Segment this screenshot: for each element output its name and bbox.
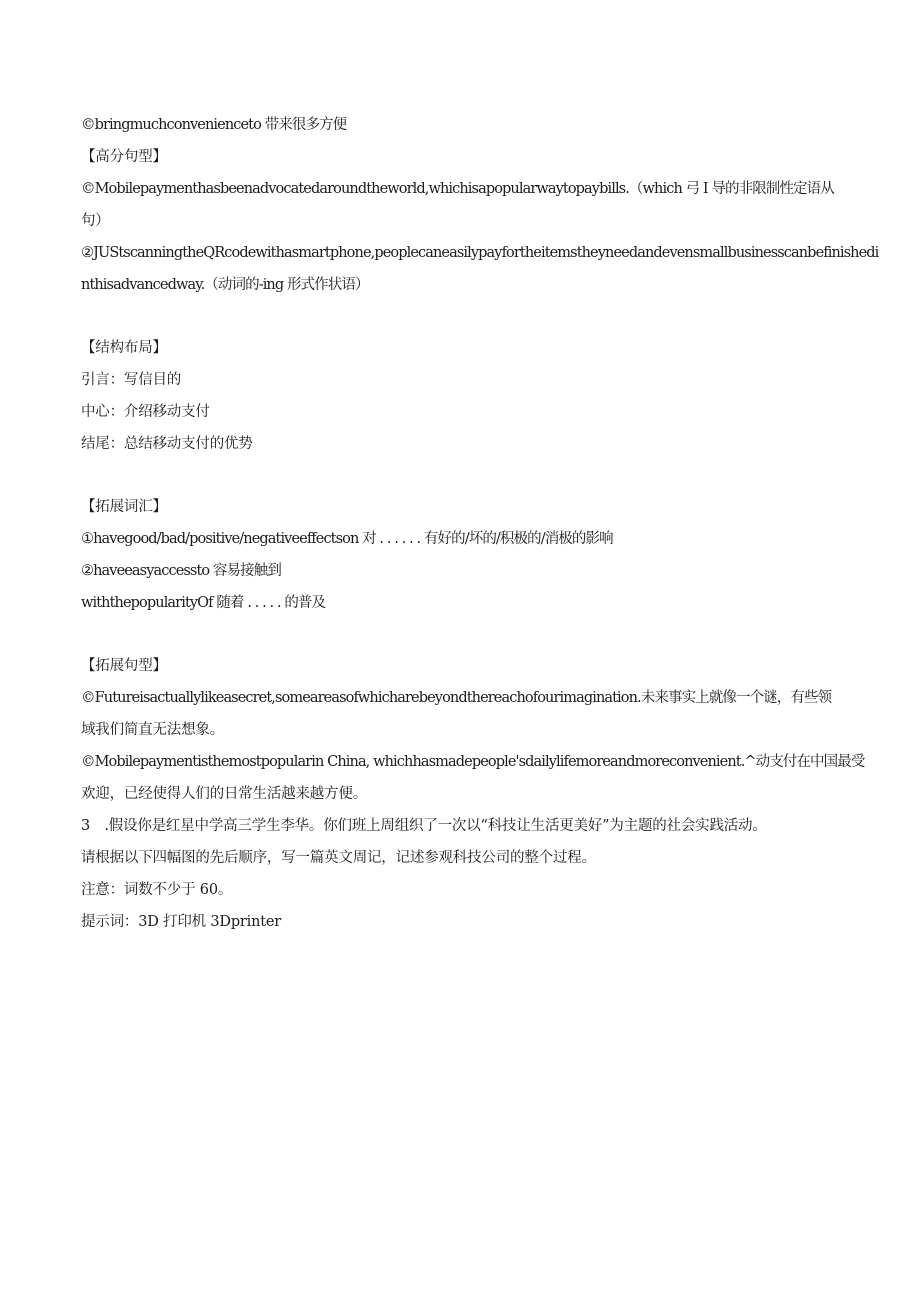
vocab-easy-access: ②haveeasyaccessto 容易接触到 <box>81 563 281 579</box>
task-3-note: 注意：词数不少于 60。 <box>81 882 233 898</box>
task-3-instruction: 请根据以下四幅图的先后顺序，写一篇英文周记，记述参观科技公司的整个过程。 <box>81 850 596 866</box>
heading-extended-sentences: 【拓展句型】 <box>81 658 167 674</box>
sentence-mobile-payment-popular-cont: 欢迎，已经使得人们的日常生活越来越方便。 <box>81 786 367 802</box>
vocab-popularity-of: withthepopularityOf 随着 . . . . . 的普及 <box>81 595 326 611</box>
structure-introduction: 引言：写信目的 <box>81 372 182 388</box>
sentence-scanning-qr-code: ②JUStscanningtheQRcodewithasmartphone,peoplecaneasilypayfortheitemstheyneedandevensmallbusinesscanbefinishedi <box>81 245 879 261</box>
phrase-bring-convenience: ©bringmuchconvenienceto 带来很多方便 <box>81 117 347 133</box>
task-3-prompt: 3 .假设你是红星中学高三学生李华。你们班上周组织了一次以“科技让生活更美好”为主题的社会实践活动。 <box>81 818 767 834</box>
heading-advanced-sentences: 【高分句型】 <box>81 149 167 165</box>
task-3-hint: 提示词：3D 打印机 3Dprinter <box>81 914 281 930</box>
structure-ending: 结尾：总结移动支付的优势 <box>81 436 253 452</box>
sentence-mobile-payment-advocated-cont: 句） <box>81 213 110 229</box>
heading-structure-layout: 【结构布局】 <box>81 340 167 356</box>
sentence-mobile-payment-advocated: ©Mobilepaymenthasbeenadvocatedaroundtheworld,whichisapopularwaytopaybills.（which 弓 I 导的非限制性定语从 <box>81 181 834 197</box>
sentence-future-secret: ©Futureisactuallylikeasecret,someareasofwhicharebeyondthereachofourimagination.未来事实上就像一个谜，有些领 <box>81 690 832 706</box>
structure-body: 中心：介绍移动支付 <box>81 404 210 420</box>
sentence-mobile-payment-popular: ©Mobilepaymentisthemostpopularin China, whichhasmadepeople'sdailylifemoreandmoreconvenient.^动支付在中国最受 <box>81 754 865 770</box>
heading-extended-vocabulary: 【拓展词汇】 <box>81 499 167 515</box>
sentence-scanning-qr-code-cont: nthisadvancedway.（动词的-ing 形式作状语） <box>81 277 369 293</box>
sentence-future-secret-cont: 域我们简直无法想象。 <box>81 722 224 738</box>
vocab-effects-on: ①havegood/bad/positive/negativeeffectson 对 . . . . . . 有好的/坏的/积极的/消极的影响 <box>81 531 613 547</box>
